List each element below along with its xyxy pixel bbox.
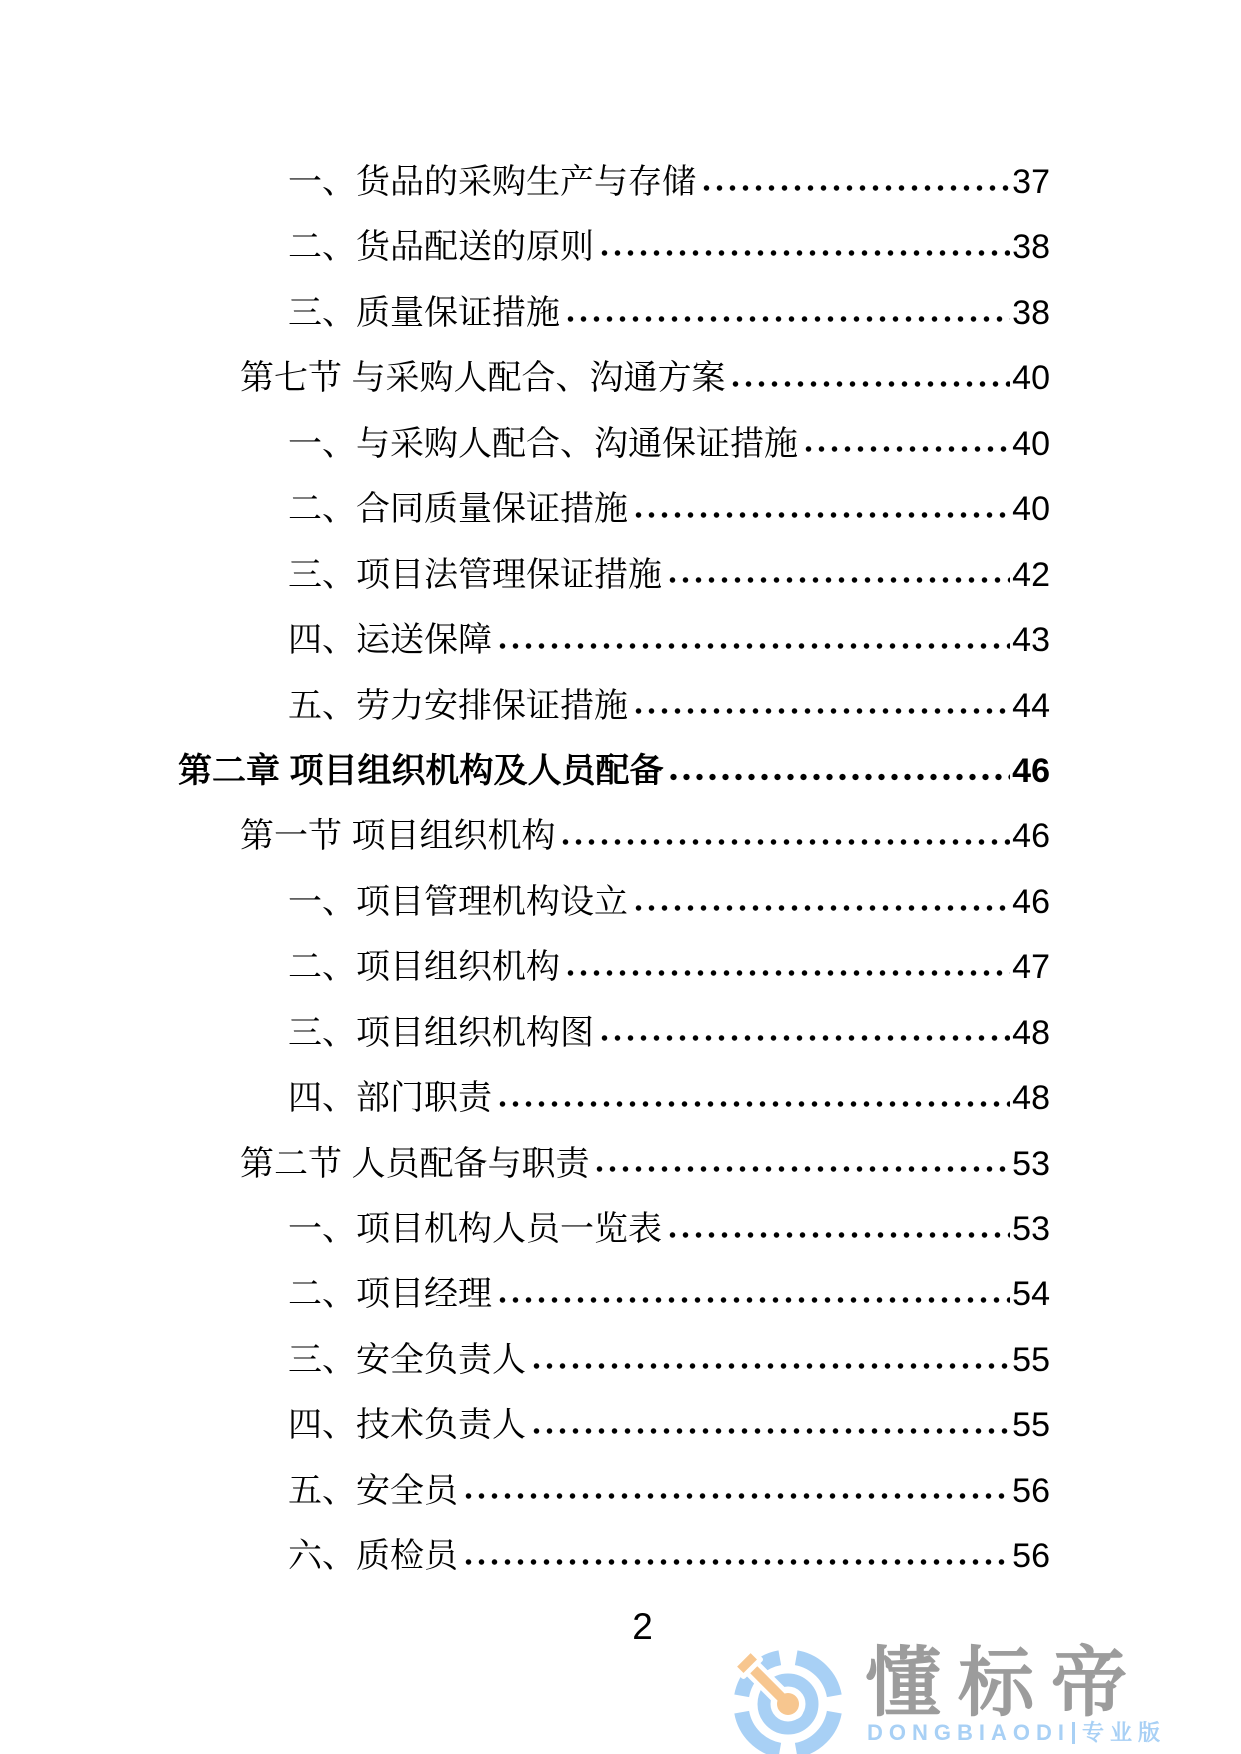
toc-entry-page: 48 [1012,1079,1050,1118]
toc-entry[interactable] [178,674,1050,739]
toc-entry[interactable] [178,477,1050,542]
toc-entry-title: 三、项目组织机构图 [288,1013,594,1052]
dot-leader [530,1393,1010,1458]
dot-leader [729,346,1010,411]
toc-entry-title: 一、项目管理机构设立 [288,882,628,921]
toc-entry[interactable] [178,281,1050,346]
dot-leader [802,412,1010,477]
toc-entry-title: 四、部门职责 [288,1079,492,1118]
watermark-edition: 专业版 [1082,1720,1167,1745]
dot-leader [700,150,1010,215]
toc-entry-page: 40 [1012,359,1050,398]
dot-leader [462,1524,1010,1589]
dot-leader [496,1262,1010,1327]
toc-entry-title: 第二节 人员配备与职责 [240,1144,590,1183]
toc-entry[interactable] [178,412,1050,477]
toc-entry-title: 三、项目法管理保证措施 [288,555,662,594]
toc-entry-title: 三、质量保证措施 [288,293,560,332]
dot-leader [559,804,1010,869]
toc-entry-page: 44 [1012,686,1050,725]
toc-entry-page: 55 [1012,1406,1050,1445]
dot-leader [496,1066,1010,1131]
toc-entry-page: 46 [1012,882,1050,921]
toc-entry[interactable] [178,543,1050,608]
toc-entry[interactable] [178,870,1050,935]
toc-entry-page: 55 [1012,1340,1050,1379]
dot-leader [666,1197,1010,1262]
toc-entry-page: 43 [1012,621,1050,660]
dot-leader [632,477,1010,542]
dot-leader [593,1132,1010,1197]
toc-entry[interactable] [178,215,1050,280]
dot-leader [667,739,1010,804]
page-number: 2 [632,1606,653,1647]
toc-entry-title: 二、货品配送的原则 [288,228,594,267]
toc-entry-title: 五、安全员 [288,1471,458,1510]
toc-entry-title: 四、运送保障 [288,621,492,660]
toc-entry-title: 二、项目组织机构 [288,948,560,987]
dot-leader [598,1001,1010,1066]
toc-entry[interactable] [178,150,1050,215]
toc-entry-page: 40 [1012,490,1050,529]
toc-entry-page: 54 [1012,1275,1050,1314]
toc-entry-page: 47 [1012,948,1050,987]
toc-entry[interactable] [178,1066,1050,1131]
toc-entry[interactable] [178,804,1050,869]
toc-entry-title: 二、项目经理 [288,1275,492,1314]
toc-entry-title: 一、项目机构人员一览表 [288,1210,662,1248]
toc-entry[interactable] [178,1132,1050,1197]
dot-leader [564,935,1010,1000]
toc-entry-page: 46 [1012,751,1050,790]
dot-leader [632,674,1010,739]
watermark-separator [1072,1722,1075,1744]
toc-entry-page: 53 [1012,1210,1050,1248]
target-dart-icon [726,1634,850,1754]
toc-entry-title: 第二章 项目组织机构及人员配备 [178,751,664,790]
toc-entry[interactable] [178,1328,1050,1393]
dot-leader [462,1459,1010,1524]
toc-entry-page: 38 [1012,228,1050,267]
toc-entry-page: 37 [1012,163,1050,201]
toc-entry-title: 五、劳力安排保证措施 [288,686,628,725]
toc-entry[interactable] [178,608,1050,673]
toc-entry-title: 一、与采购人配合、沟通保证措施 [288,424,798,463]
toc-entry-page: 46 [1012,817,1050,856]
toc-entry-page: 56 [1012,1537,1050,1576]
toc-entry-title: 二、合同质量保证措施 [288,490,628,529]
dot-leader [530,1328,1010,1393]
watermark-brand-cn: 懂标帝 [865,1641,1144,1726]
toc-entry[interactable] [178,739,1050,804]
toc-entry-title: 第一节 项目组织机构 [240,817,556,856]
toc-entry-page: 56 [1012,1471,1050,1510]
toc-entry-page: 42 [1012,555,1050,594]
toc-entry[interactable] [178,1001,1050,1066]
dot-leader [598,215,1010,280]
toc-entry-page: 40 [1012,424,1050,463]
watermark-brand-en: DONGBIAODI [867,1720,1070,1745]
toc-entry[interactable] [178,1262,1050,1327]
toc-entry-page: 53 [1012,1144,1050,1183]
toc-entry[interactable] [178,1524,1050,1589]
dot-leader [496,608,1010,673]
toc-entry[interactable] [178,346,1050,411]
dot-leader [632,870,1010,935]
toc-entry-title: 第七节 与采购人配合、沟通方案 [240,359,726,398]
toc-entry-page: 38 [1012,293,1050,332]
toc-entry-title: 六、质检员 [288,1537,458,1576]
dot-leader [666,543,1010,608]
toc-entry[interactable] [178,1459,1050,1524]
toc-entry[interactable] [178,1393,1050,1458]
toc-entry-title: 一、货品的采购生产与存储 [288,163,696,201]
watermark [726,1634,1206,1754]
toc-entry-title: 四、技术负责人 [288,1406,526,1445]
toc-entry[interactable] [178,1197,1050,1262]
toc [178,150,1050,1590]
toc-entry[interactable] [178,935,1050,1000]
dot-leader [564,281,1010,346]
toc-entry-page: 48 [1012,1013,1050,1052]
toc-entry-title: 三、安全负责人 [288,1340,526,1379]
watermark-subline [867,1720,1166,1746]
